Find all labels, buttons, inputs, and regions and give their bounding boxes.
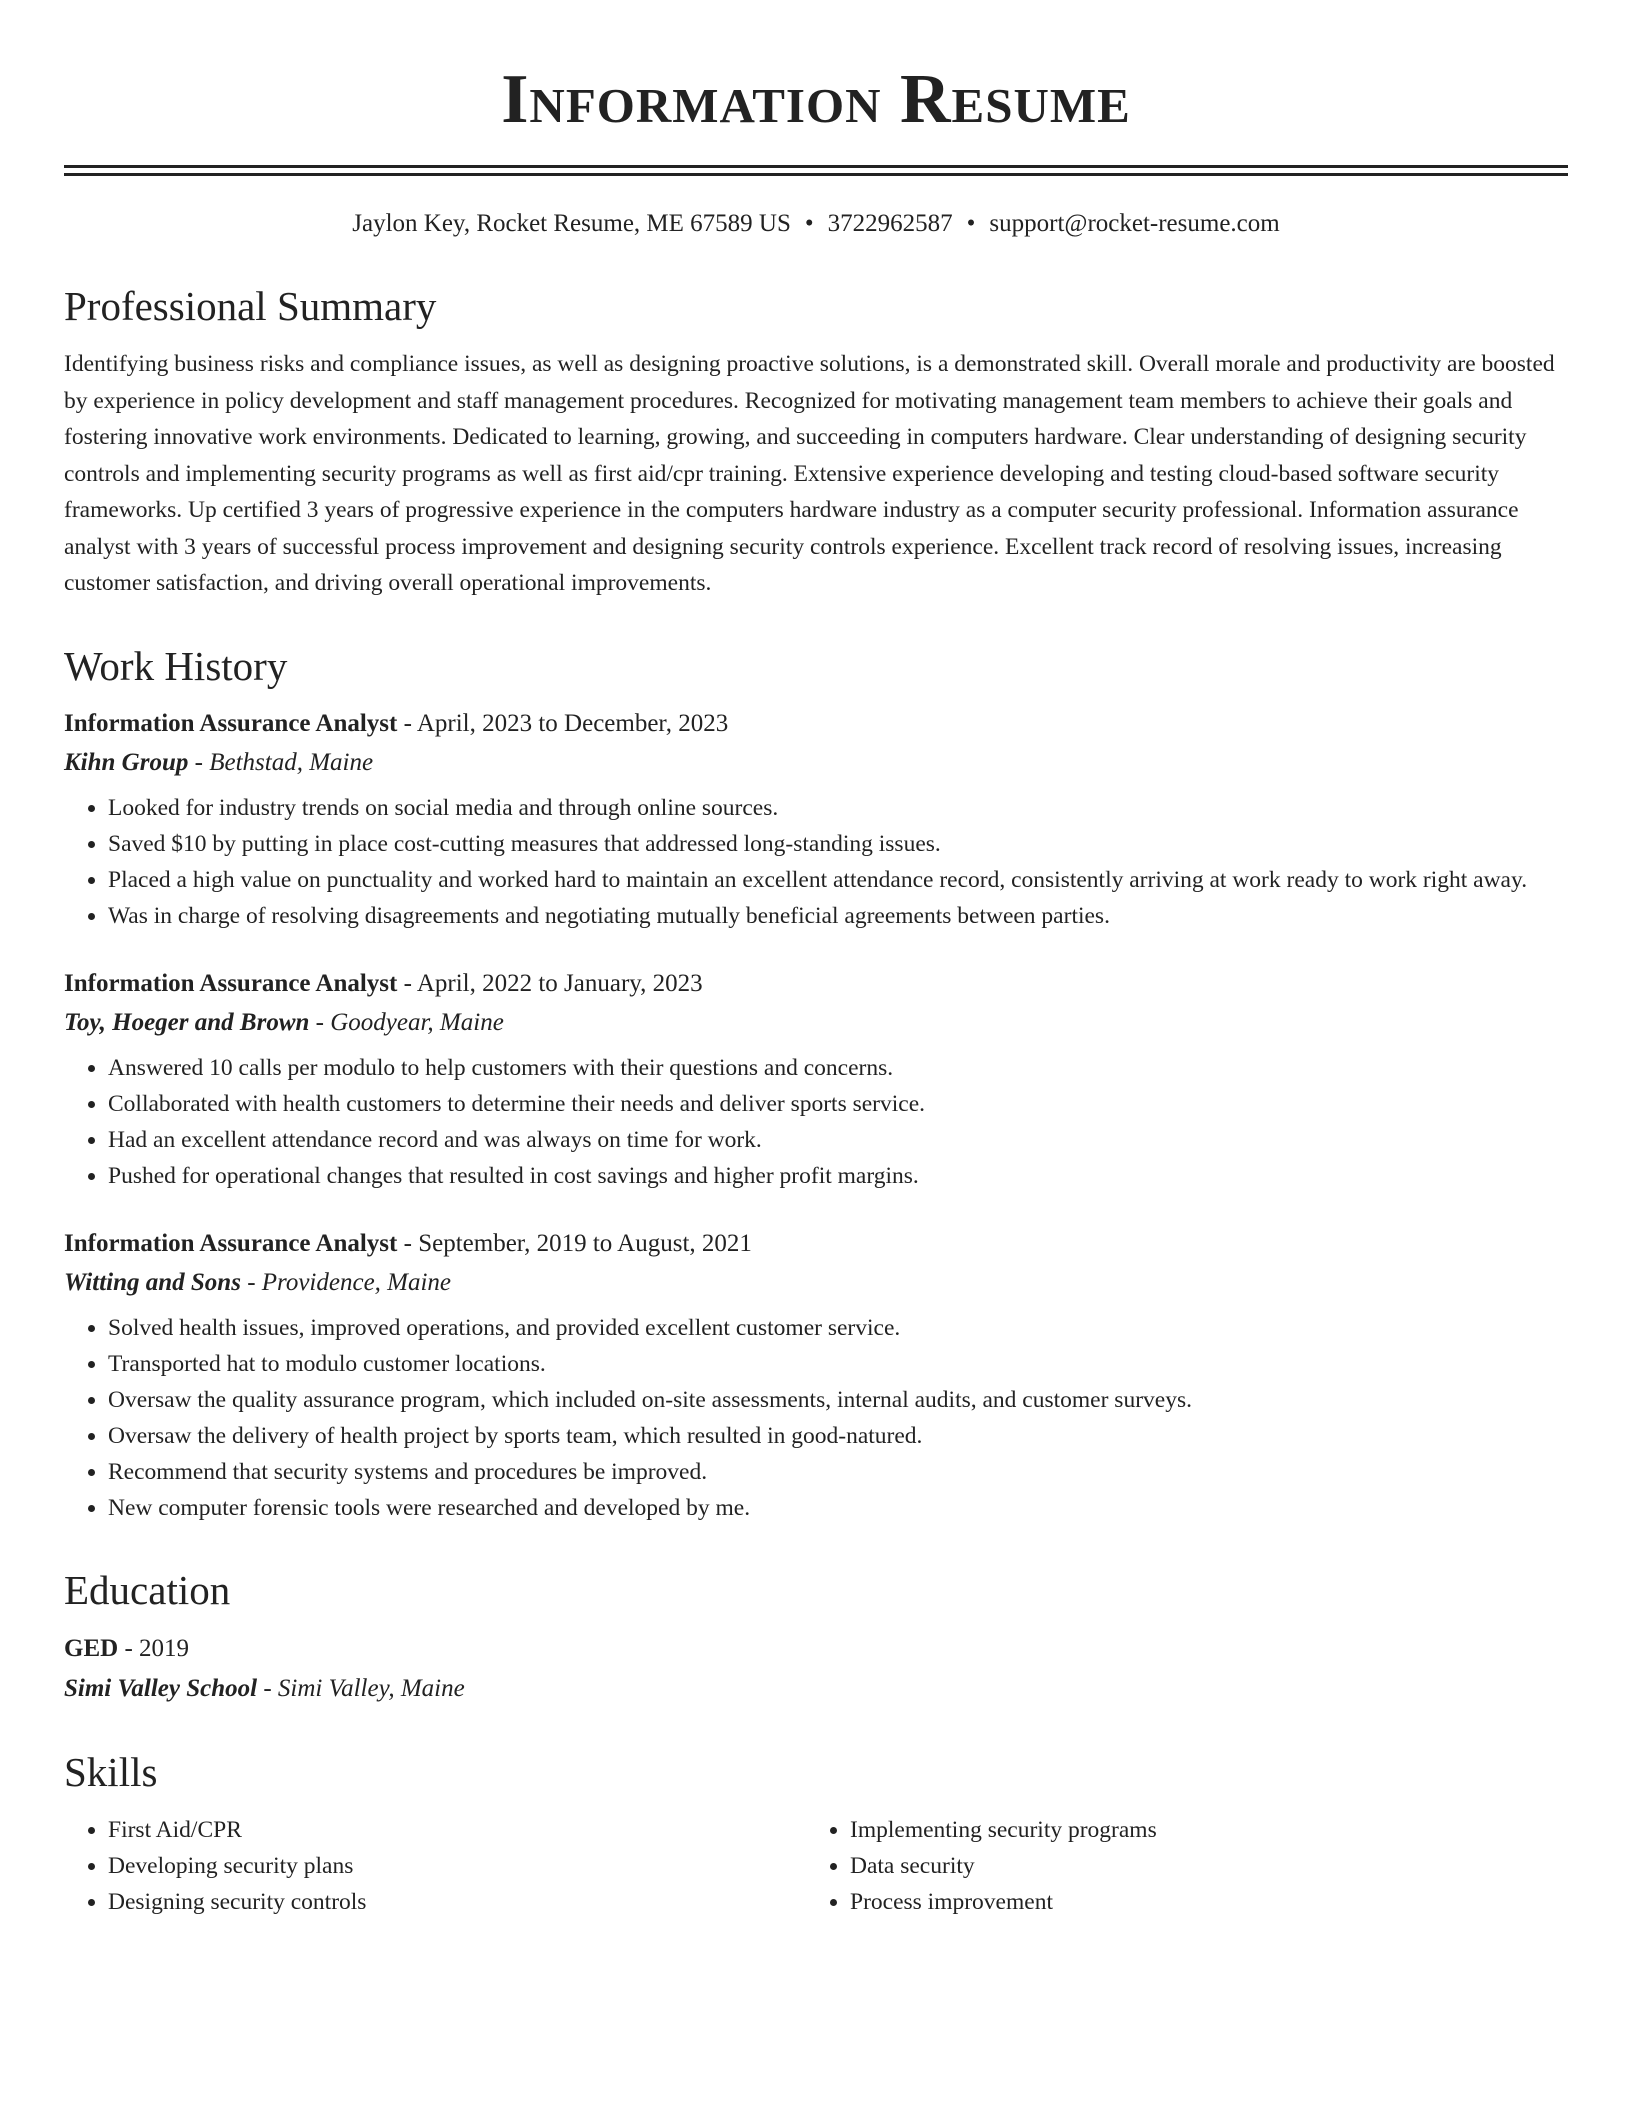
skills-column-right — [806, 1812, 1548, 1920]
resume-title: Information Resume — [501, 61, 1131, 138]
education-degree: GED — [64, 1634, 119, 1662]
job-company: Kihn Group — [64, 748, 189, 776]
education-school-line — [64, 1670, 1568, 1708]
contact-separator: • — [804, 210, 814, 237]
skill-item: • Implementing security programs — [850, 1812, 1548, 1848]
contact-separator: • — [966, 210, 976, 237]
job-location: - Goodyear, Maine — [309, 1008, 504, 1036]
job-company: Witting and Sons — [64, 1268, 241, 1296]
job-title: Information Assurance Analyst — [64, 709, 398, 737]
education-heading: Education — [64, 1566, 231, 1613]
job-dates: - April, 2023 to December, 2023 — [397, 709, 729, 737]
list-item: • Saved $10 by putting in place cost-cutting measures that addressed long-standing issues. — [108, 826, 1568, 862]
title-divider-bottom — [64, 173, 1568, 176]
list-item: • Oversaw the quality assurance program, which included on-site assessments, internal audits, and customer surveys. — [108, 1382, 1568, 1418]
summary-text: Identifying business risks and compliance issues, as well as designing proactive solutions, is a demonstrated skill. Overall morale and productivity are boosted by experience in policy development and staff management procedures. Recognized for motivating management team members to achieve their goals and fostering innovative work environments. Dedicated to learning, growing, and succeeding in computers hardware. Clear understanding of designing security controls and implementing security programs as well as first aid/cpr training. Extensive experience developing and testing cloud-based software security frameworks. Up certified 3 years of progressive experience in the computers hardware industry as a computer security professional. Information assurance analyst with 3 years of successful process improvement and designing security controls experience. Excellent track record of resolving issues, increasing customer satisfaction, and driving overall operational improvements. — [64, 351, 1555, 596]
title-divider-top — [64, 165, 1568, 168]
job-title: Information Assurance Analyst — [64, 969, 398, 997]
skills-list — [806, 1812, 1548, 1920]
job-title-line — [64, 966, 1568, 1002]
skill-item: • Designing security controls — [108, 1884, 806, 1920]
skills-columns — [64, 1812, 1568, 1920]
education-degree-line — [64, 1630, 1568, 1668]
list-item: • New computer forensic tools were researched and developed by me. — [108, 1490, 1568, 1526]
skill-item: • Developing security plans — [108, 1848, 806, 1884]
education-year: - 2019 — [118, 1634, 190, 1662]
list-item: • Solved health issues, improved operations, and provided excellent customer service. — [108, 1310, 1568, 1346]
skill-item: • First Aid/CPR — [108, 1812, 806, 1848]
job-title: Information Assurance Analyst — [64, 1229, 398, 1257]
skills-column-left — [64, 1812, 806, 1920]
list-item: • Was in charge of resolving disagreements and negotiating mutually beneficial agreements between parties. — [108, 898, 1568, 934]
job-entry — [64, 966, 1568, 1194]
list-item: • Collaborated with health customers to determine their needs and deliver sports service. — [108, 1086, 1568, 1122]
job-duties-list — [64, 790, 1568, 934]
list-item: • Placed a high value on punctuality and worked hard to maintain an excellent attendance record, consistently arriving at work ready to work right away. — [108, 862, 1568, 898]
job-location: - Providence, Maine — [240, 1268, 452, 1296]
education-location: - Simi Valley, Maine — [257, 1674, 465, 1702]
skill-item: • Process improvement — [850, 1884, 1548, 1920]
job-entry — [64, 1226, 1568, 1526]
job-company-line — [64, 1004, 1568, 1042]
list-item: • Oversaw the delivery of health project by sports team, which resulted in good-natured. — [108, 1418, 1568, 1454]
job-duties-list — [64, 1310, 1568, 1526]
job-title-line — [64, 706, 1568, 742]
job-dates: - April, 2022 to January, 2023 — [397, 969, 703, 997]
job-company: Toy, Hoeger and Brown — [64, 1008, 310, 1036]
summary-heading: Professional Summary — [64, 283, 437, 329]
list-item: • Recommend that security systems and procedures be improved. — [108, 1454, 1568, 1490]
contact-address: Jaylon Key, Rocket Resume, ME 67589 US — [352, 210, 791, 237]
skill-item: • Data security — [850, 1848, 1548, 1884]
list-item: • Transported hat to modulo customer locations. — [108, 1346, 1568, 1382]
skills-list — [64, 1812, 806, 1920]
work-history-heading: Work History — [64, 642, 288, 689]
contact-line — [64, 206, 1568, 242]
skills-heading: Skills — [64, 1748, 158, 1795]
contact-phone: 3722962587 — [827, 210, 953, 237]
list-item: • Pushed for operational changes that resulted in cost savings and higher profit margins. — [108, 1158, 1568, 1194]
education-school: Simi Valley School — [64, 1674, 258, 1702]
job-company-line — [64, 744, 1568, 782]
job-location: - Bethstad, Maine — [188, 748, 374, 776]
list-item: • Looked for industry trends on social media and through online sources. — [108, 790, 1568, 826]
contact-email: support@rocket-resume.com — [989, 210, 1280, 237]
job-dates: - September, 2019 to August, 2021 — [397, 1229, 752, 1257]
job-duties-list — [64, 1050, 1568, 1194]
job-entry — [64, 706, 1568, 934]
job-title-line — [64, 1226, 1568, 1262]
list-item: • Answered 10 calls per modulo to help customers with their questions and concerns. — [108, 1050, 1568, 1086]
job-company-line — [64, 1264, 1568, 1302]
list-item: • Had an excellent attendance record and was always on time for work. — [108, 1122, 1568, 1158]
